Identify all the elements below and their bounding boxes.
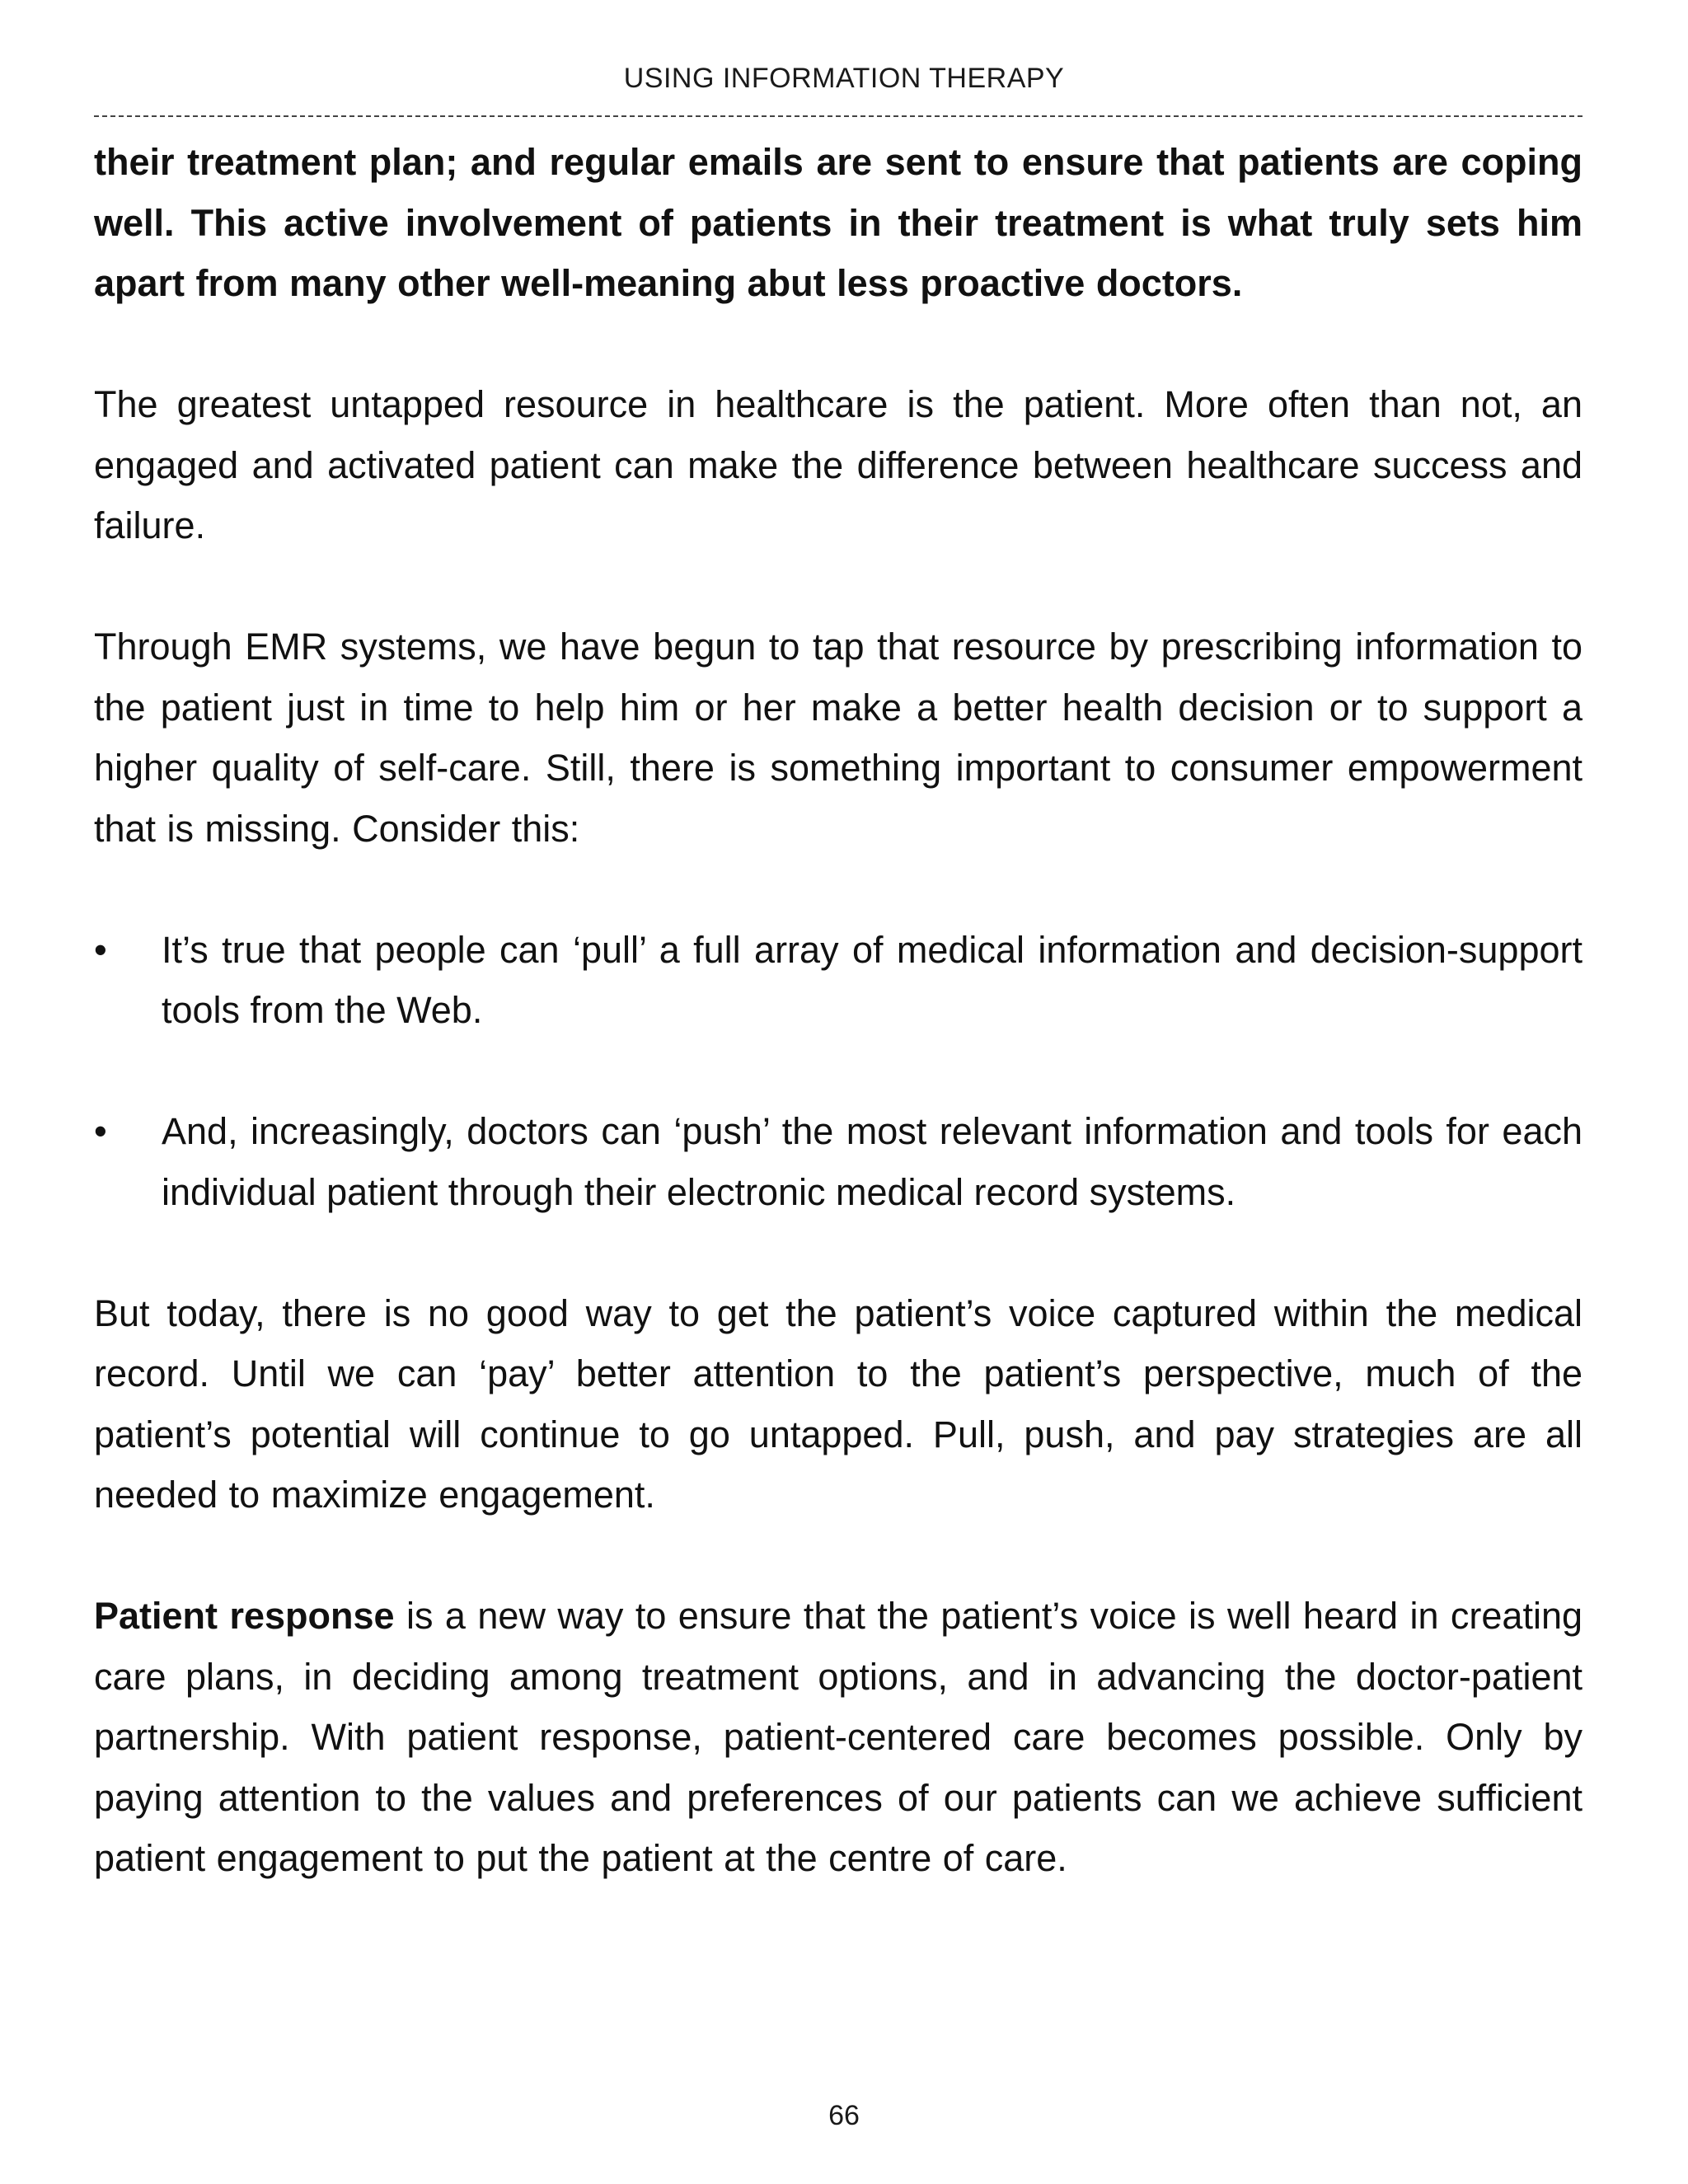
voice-captured-paragraph: But today, there is no good way to get the patient’s voice captured within the medical record. Until we can ‘pay’ better attention to the patient’s perspective, much of the patient’s potential will continue to go untapped. Pull, push, and pay strategies are all needed to maximize engagement. — [94, 1291, 1582, 1516]
bullet-text: It’s true that people can ‘pull’ a full array of medical information and decision-support tools from the Web. — [162, 928, 1582, 1031]
bullet-item-push — [94, 1101, 1582, 1222]
patient-response-paragraph — [94, 1586, 1582, 1889]
bullet-icon: • — [94, 1110, 107, 1152]
bullet-item-pull — [94, 920, 1582, 1041]
patient-response-term: Patient response — [94, 1595, 395, 1637]
intro-bold-paragraph: their treatment plan; and regular emails are sent to ensure that patients are coping well. This active involvement of patients in their treatment is what truly sets him apart from many other well-meaning abut less proactive doctors. — [94, 141, 1582, 304]
untapped-resource-paragraph: The greatest untapped resource in healthcare is the patient. More often than not, an engaged and activated patient can make the difference between healthcare success and failure. — [94, 383, 1582, 546]
body-text — [94, 132, 1582, 1949]
bullet-text: And, increasingly, doctors can ‘push’ the most relevant information and tools for each individual patient through their electronic medical record systems. — [162, 1110, 1582, 1213]
running-header: USING INFORMATION THERAPY — [623, 63, 1065, 94]
emr-systems-paragraph: Through EMR systems, we have begun to tap that resource by prescribing information to the patient just in time to help him or her make a better health decision or to support a higher quality of self-care. Still, there is something important to consumer empowerment that is missing. Consider this: — [94, 626, 1582, 850]
header-divider — [94, 115, 1582, 117]
bullet-icon: • — [94, 928, 107, 971]
patient-response-text: is a new way to ensure that the patient’s voice is well heard in creating care plans, in deciding among treatment options, and in advancing the doctor-patient partnership. With patient response, patient-centered care becomes possible. Only by paying attention to the values and preferences of our patients can we achieve sufficient patient engagement to put the patient at the centre of care. — [94, 1595, 1582, 1879]
page-number: 66 — [828, 2100, 860, 2131]
